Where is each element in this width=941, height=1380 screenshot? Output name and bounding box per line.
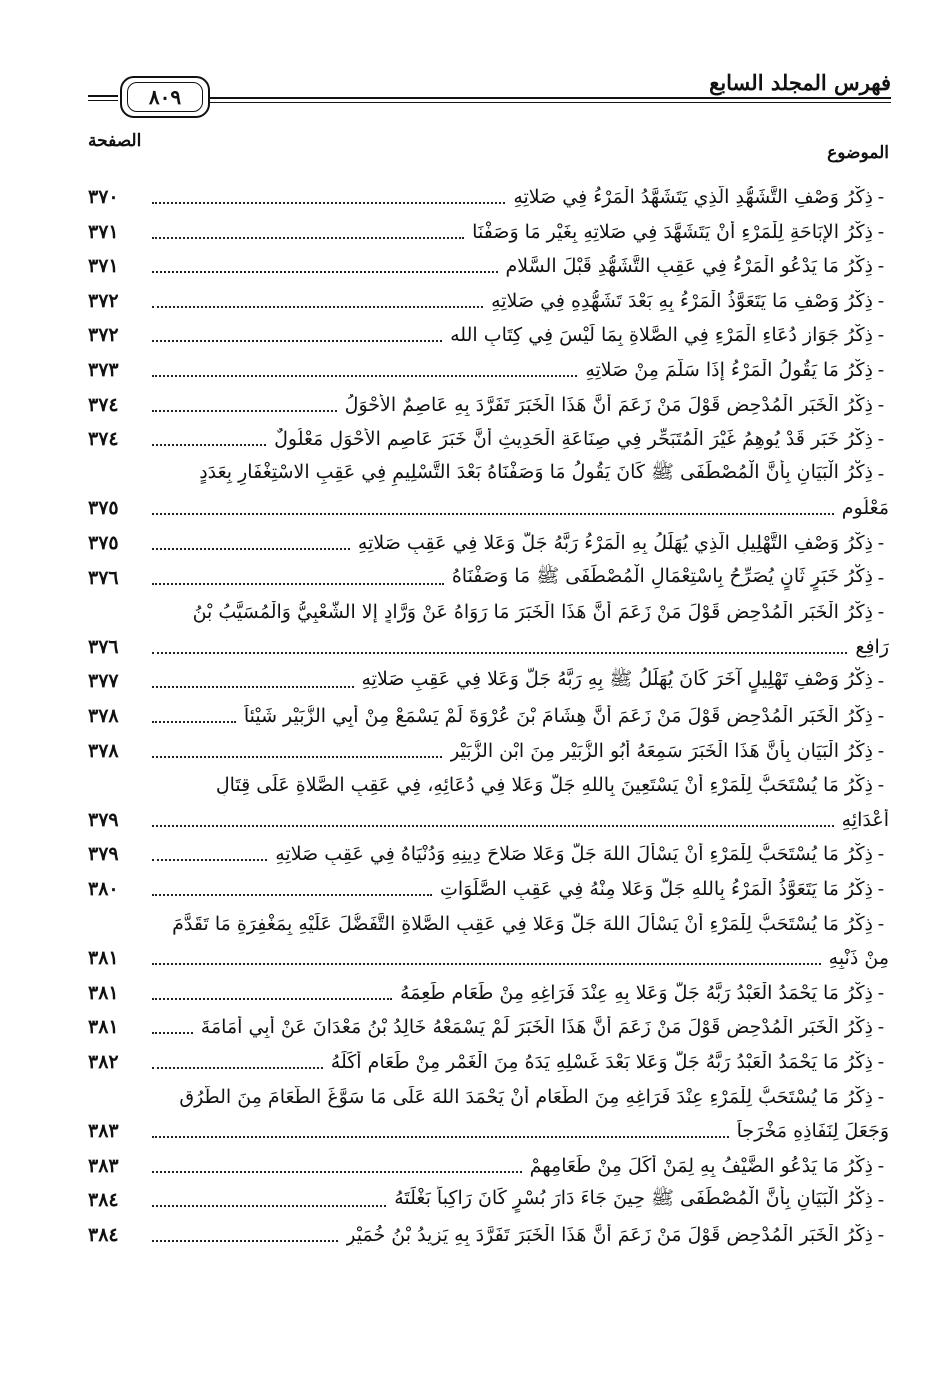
index-entry (88, 1080, 889, 1114)
leader-dots (152, 1067, 323, 1069)
entry-bullet: - (877, 428, 885, 451)
leader-dots (152, 583, 444, 585)
index-entry (88, 457, 889, 491)
leader-dots (152, 721, 236, 723)
leader-dots (152, 1136, 729, 1138)
leader-dots (152, 513, 834, 515)
index-entry (88, 595, 889, 629)
leader-dots (152, 271, 498, 273)
page-number-frame (120, 76, 210, 118)
leader-dots (152, 686, 354, 688)
index-entry (88, 699, 889, 733)
index-entry (88, 907, 889, 941)
index-entry (88, 318, 889, 352)
entry-bullet: - (877, 670, 885, 693)
entry-page-number: ٣٧٤ (88, 393, 119, 416)
index-entry (88, 353, 889, 387)
entry-title: ذِكْرُ مَا يُسْتَحَبُّ لِلْمَرْءِ عِنْدَ فَرَاغِهِ مِنَ الطَّعَامِ أَنْ يَحْمَدَ اللهَ عَلَى مَا سَوَّغَ الطَّعَامَ مِنَ الطُّرُقِ (179, 1085, 873, 1108)
entry-page-number: ٣٧٨ (88, 705, 119, 727)
index-entry (88, 664, 889, 698)
index-entry (88, 734, 889, 768)
index-entry (88, 561, 889, 595)
index-entry (88, 1218, 889, 1252)
entry-bullet: - (877, 981, 885, 1004)
entry-page-number: ٣٧٧ (88, 670, 119, 693)
page-number: ٨٠٩ (127, 82, 203, 112)
leader-dots (152, 998, 392, 1000)
entry-bullet: - (877, 1016, 885, 1039)
page-column-heading: الصفحة (88, 131, 142, 151)
index-entry (88, 1010, 889, 1044)
entry-bullet: - (877, 912, 885, 935)
leader-dots (152, 202, 505, 204)
index-entry (88, 1149, 889, 1183)
entry-title: ذِكْرُ الْبَيَانِ بِأَنَّ هَذَا الْخَبَرَ سَمِعَهُ أَبُو الزُّبَيْرِ مِنَ ابْنِ الزُّبَيْرِ (450, 739, 873, 762)
entry-title: ذِكْرُ مَا يَدْعُو الْمَرْءُ فِي عَقِبِ التَّشَهُّدِ قَبْلَ السَّلامِ (505, 255, 873, 278)
entry-page-number: ٣٨١ (88, 981, 119, 1004)
leader-dots (152, 894, 432, 896)
leader-dots (152, 410, 337, 412)
index-entry (88, 284, 889, 318)
entry-title: ذِكْرُ الْخَبَرِ الْمُدْحِضِ قَوْلَ مَنْ زَعَمَ أَنَّ هَذَا الْخَبَرَ مَا رَوَاهُ عَنْ وَرَّادٍ إِلا الشَّعْبِيُّ وَالْمُسَيَّبُ بْنُ (192, 601, 873, 624)
entry-title: ذِكْرُ الْخَبَرِ الْمُدْحِضِ قَوْلَ مَنْ زَعَمَ أَنَّ هَذَا الْخَبَرَ تَفَرَّدَ بِهِ يَزِيدُ بْنُ خُمَيْرٍ (346, 1224, 873, 1246)
entry-title: ذِكْرُ الْبَيَانِ بِأَنَّ الْمُصْطَفَى ﷺ حِينَ جَاءَ دَارَ بُسْرٍ كَانَ رَاكِباً بَغْلَتَهُ (394, 1187, 873, 1210)
index-entry-continuation (88, 491, 889, 525)
index-entry (88, 526, 889, 560)
entry-bullet: - (877, 774, 885, 797)
entry-page-number: ٣٨٣ (88, 1120, 119, 1143)
entry-page-number: ٣٧٦ (88, 566, 119, 589)
index-entry (88, 180, 889, 214)
topic-column-heading: الموضوع (827, 143, 889, 163)
entry-page-number: ٣٨٣ (88, 1154, 119, 1177)
entry-title: ذِكْرُ الْبَيَانِ بِأَنَّ الْمُصْطَفَى ﷺ كَانَ يَقُولُ مَا وَصَفْنَاهُ بَعْدَ التَّسْلِيمِ فِي عَقِبِ الاسْتِغْفَارِ بِعَدَدٍ (199, 460, 873, 483)
index-entry-continuation (88, 941, 889, 975)
entry-bullet: - (877, 1085, 885, 1108)
entry-bullet: - (877, 705, 885, 727)
entry-title-continuation: مَعْلُومٍ (841, 497, 889, 520)
entry-title: ذِكْرُ مَا يَحْمَدُ الْعَبْدُ رَبَّهُ جَلَّ وَعَلا بِهِ عِنْدَ فَرَاغِهِ مِنْ طَعَامٍ طَعِمَهُ (400, 981, 873, 1004)
leader-dots (152, 825, 834, 827)
entry-page-number: ٣٧٩ (88, 843, 119, 866)
entry-page-number: ٣٨٤ (88, 1224, 119, 1246)
entry-title: ذِكْرُ جَوَازِ دُعَاءِ الْمَرْءِ فِي الصَّلاةِ بِمَا لَيْسَ فِي كِتَابِ الله (450, 324, 873, 347)
entry-page-number: ٣٧٣ (88, 359, 119, 381)
entry-title: ذِكْرُ وَصْفِ التَّهْلِيلِ الَّذِي يُهَلِّلُ بِهِ الْمَرْءُ رَبَّهُ جَلَّ وَعَلا فِي عَقِبِ صَلاتِهِ (357, 532, 873, 554)
index-entry-continuation (88, 803, 889, 837)
entry-page-number: ٣٧١ (88, 255, 119, 278)
leader-dots (152, 237, 464, 239)
entry-page-number: ٣٨١ (88, 947, 119, 970)
entry-bullet: - (877, 1154, 885, 1177)
index-entry (88, 1183, 889, 1217)
leader-dots (152, 444, 266, 446)
index-entry (88, 388, 889, 422)
index-entry (88, 872, 889, 906)
entry-bullet: - (877, 878, 885, 900)
leader-dots (152, 1205, 386, 1207)
index-entry (88, 768, 889, 802)
leader-dots (152, 340, 442, 342)
leader-dots (152, 1032, 193, 1034)
leader-dots (152, 859, 267, 861)
header-rule-left (88, 95, 118, 101)
entry-title: ذِكْرُ مَا يُسْتَحَبُّ لِلْمَرْءِ أَنْ يَسْأَلَ اللهَ جَلَّ وَعَلا صَلاحَ دِينِهِ وَدُنْيَاهُ فِي عَقِبِ صَلاتِهِ (275, 843, 873, 866)
entry-page-number: ٣٧٢ (88, 289, 119, 312)
header-rule (210, 97, 891, 103)
entry-title-continuation: وَجَعَلَ لِنَفَاذِهِ مَخْرَجاً (736, 1120, 889, 1143)
entry-title: ذِكْرُ خَبَرٍ قَدْ يُوهِمُ غَيْرَ الْمُتَبَحِّرِ فِي صِنَاعَةِ الْحَدِيثِ أَنَّ خَبَرَ عَاصِمٍ الأَحْوَلِ مَعْلُولٌ (274, 428, 873, 451)
index-entry (88, 249, 889, 283)
entry-title: ذِكْرُ مَا يُسْتَحَبُّ لِلْمَرْءِ أَنْ يَسْتَعِينَ بِاللهِ جَلَّ وَعَلا فِي دُعَائِهِ، فِي عَقِبِ الصَّلاةِ عَلَى قِتَالِ (215, 774, 873, 797)
entry-page-number: ٣٧٥ (88, 497, 119, 520)
leader-dots (152, 756, 442, 758)
entry-bullet: - (877, 566, 885, 589)
index-entry-continuation (88, 630, 889, 664)
leader-dots (152, 963, 821, 965)
entry-bullet: - (877, 532, 885, 554)
entry-title: ذِكْرُ خَبَرٍ ثَانٍ يُصَرِّحُ بِاسْتِعْمَالِ الْمُصْطَفَى ﷺ مَا وَصَفْنَاهُ (451, 564, 873, 587)
entry-page-number: ٣٨٤ (88, 1189, 119, 1212)
entry-bullet: - (877, 324, 885, 347)
entry-page-number: ٣٧٩ (88, 808, 119, 831)
entry-page-number: ٣٧٢ (88, 324, 119, 347)
entry-title: ذِكْرُ الْخَبَرِ الْمُدْحِضِ قَوْلَ مَنْ زَعَمَ أَنَّ هِشَامَ بْنَ عُرْوَةَ لَمْ يَسْمَعْ مِنْ أَبِي الزُّبَيْرِ شَيْئاً (243, 705, 873, 727)
leader-dots (152, 306, 483, 308)
entry-bullet: - (877, 359, 885, 381)
index-entry (88, 976, 889, 1010)
volume-index-title: فهرس المجلد السابع (709, 70, 891, 95)
entry-title: ذِكْرُ وَصْفِ التَّشَهُّدِ الَّذِي يَتَشَهَّدُ الْمَرْءُ فِي صَلاتِهِ (513, 186, 873, 208)
entry-page-number: ٣٧٤ (88, 428, 119, 451)
entry-bullet: - (877, 220, 885, 243)
entry-bullet: - (877, 1189, 885, 1212)
index-entry-continuation (88, 1114, 889, 1148)
entry-bullet: - (877, 739, 885, 762)
entry-page-number: ٣٧٥ (88, 532, 119, 554)
entry-title: ذِكْرُ مَا يَتَعَوَّذُ الْمَرْءُ بِاللهِ جَلَّ وَعَلا مِنْهُ فِي عَقِبِ الصَّلَوَاتِ (439, 878, 873, 900)
index-entry (88, 837, 889, 871)
entry-title-continuation: رَافِعٍ (855, 635, 889, 658)
entry-bullet: - (877, 393, 885, 416)
entry-title: ذِكْرُ مَا يَقُولُ الْمَرْءُ إِذَا سَلَّمَ مِنْ صَلاتِهِ (585, 359, 873, 381)
leader-dots (152, 652, 847, 654)
entry-title-continuation: أَعْدَائِهِ (841, 808, 889, 831)
entry-bullet: - (877, 601, 885, 624)
leader-dots (152, 1240, 338, 1242)
entry-bullet: - (877, 462, 885, 485)
entry-bullet: - (877, 289, 885, 312)
leader-dots (152, 375, 577, 377)
entry-title: ذِكْرُ الْخَبَرِ الْمُدْحِضِ قَوْلَ مَنْ زَعَمَ أَنَّ هَذَا الْخَبَرَ لَمْ يَسْمَعْهُ خَالِدُ بْنُ مَعْدَانَ عَنْ أَبِي أُمَامَةَ (200, 1016, 873, 1039)
entry-title: ذِكْرُ مَا يَدْعُو الضَّيْفُ بِهِ لِمَنْ أَكَلَ مِنْ طَعَامِهِمْ (529, 1154, 873, 1177)
entry-title-continuation: مِنْ ذَنْبِهِ (828, 947, 889, 970)
entry-page-number: ٣٧٨ (88, 739, 119, 762)
index-entry (88, 422, 889, 456)
entry-page-number: ٣٨١ (88, 1016, 119, 1039)
entry-title: ذِكْرُ وَصْفِ مَا يَتَعَوَّذُ الْمَرْءُ بِهِ بَعْدَ تَشَهُّدِهِ فِي صَلاتِهِ (491, 289, 873, 312)
entry-page-number: ٣٧٦ (88, 635, 119, 658)
entry-page-number: ٣٨٢ (88, 1051, 119, 1073)
entry-title: ذِكْرُ وَصْفِ تَهْلِيلٍ آخَرَ كَانَ يُهَلِّلُ ﷺ بِهِ رَبَّهُ جَلَّ وَعَلا فِي عَقِبِ صَلاتِهِ (361, 668, 873, 691)
entry-bullet: - (877, 843, 885, 866)
index-entry (88, 215, 889, 249)
entry-page-number: ٣٧٠ (88, 186, 119, 208)
entry-page-number: ٣٨٠ (88, 878, 119, 900)
entry-bullet: - (877, 255, 885, 278)
leader-dots (152, 548, 350, 550)
entry-title: ذِكْرُ مَا يُسْتَحَبُّ لِلْمَرْءِ أَنْ يَسْأَلَ اللهَ جَلَّ وَعَلا فِي عَقِبِ الصَّلاةِ التَّفَضُّلَ عَلَيْهِ بِمَغْفِرَةِ مَا تَقَدَّمَ (172, 912, 873, 935)
entry-title: ذِكْرُ الإِبَاحَةِ لِلْمَرْءِ أَنْ يَتَشَهَّدَ فِي صَلاتِهِ بِغَيْرِ مَا وَصَفْنَا (472, 220, 873, 243)
leader-dots (152, 1171, 522, 1173)
entry-title: ذِكْرُ مَا يَحْمَدُ الْعَبْدُ رَبَّهُ جَلَّ وَعَلا بَعْدَ غَسْلِهِ يَدَهُ مِنَ الْغَمْرِ مِنْ طَعَامٍ أَكَلَهُ (330, 1051, 873, 1073)
entry-bullet: - (877, 186, 885, 208)
entry-page-number: ٣٧١ (88, 220, 119, 243)
index-entry (88, 1045, 889, 1079)
entry-title: ذِكْرُ الْخَبَرِ الْمُدْحِضِ قَوْلَ مَنْ زَعَمَ أَنَّ هَذَا الْخَبَرَ تَفَرَّدَ بِهِ عَاصِمٌ الأَحْوَلُ (344, 393, 873, 416)
entry-bullet: - (877, 1224, 885, 1246)
entry-bullet: - (877, 1051, 885, 1073)
